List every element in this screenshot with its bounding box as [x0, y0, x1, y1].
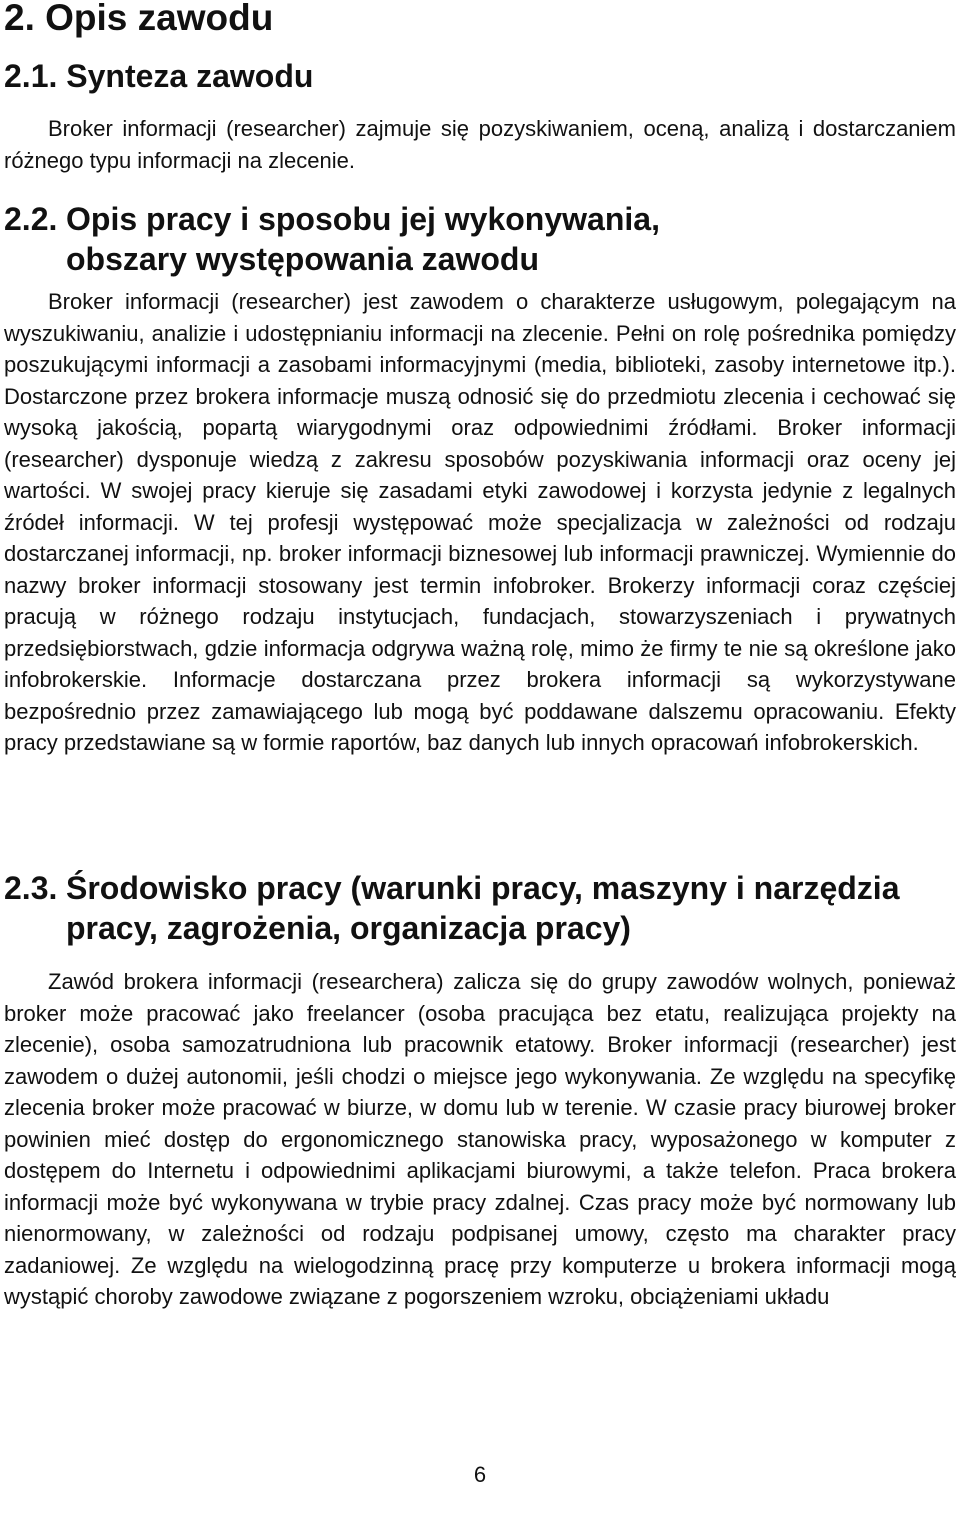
subsection-2-1-paragraph: Broker informacji (researcher) zajmuje się pozyskiwaniem, oceną, analizą i dostarczaniem różnego typu informacji na zlecenie.	[4, 116, 956, 173]
subsection-2-2-title: Opis pracy i sposobu jej wykonywania, obszary występowania zawodu	[66, 201, 660, 277]
subsection-2-3-heading	[4, 868, 954, 948]
subsection-2-3-paragraph: Zawód brokera informacji (researchera) zalicza się do grupy zawodów wolnych, ponieważ broker może pracować jako freelancer (osoba pracująca bez etatu, realizująca projekty na zlecenie), osoba samozatrudniona lub pracownik etatowy. Broker informacji (researcher) jest zawodem o dużej autonomii, jeśli chodzi o miejsce jego wykonywania. Ze względu na specyfikę zlecenia broker może pracować w biurze, w domu lub w terenie. W czasie pracy biurowej broker powinien mieć dostęp do ergonomicznego stanowiska pracy, wyposażonego w komputer z dostępem do Internetu i odpowiednimi aplikacjami biurowymi, a także telefon. Praca brokera informacji może być wykonywana w trybie pracy zdalnej. Czas pracy może być normowany lub nienormowany, w zależności od rodzaju podpisanej umowy, często ma charakter pracy zadaniowej. Ze względu na wielogodzinną pracę przy komputerze u brokera informacji mogą wystąpić choroby zawodowe związane z pogorszeniem wzroku, obciążeniami układu	[4, 969, 956, 1309]
page-number: 6	[473, 1462, 487, 1487]
subsection-2-1-heading: 2.1. Synteza zawodu	[4, 58, 314, 94]
section-heading: 2. Opis zawodu	[4, 0, 274, 38]
subsection-2-2-number: 2.2.	[4, 201, 58, 237]
subsection-2-3-number: 2.3.	[4, 870, 58, 906]
subsection-2-3-title: Środowisko pracy (warunki pracy, maszyny i narzędzia pracy, zagrożenia, organizacja pracy)	[66, 870, 900, 946]
subsection-2-2-paragraph: Broker informacji (researcher) jest zawodem o charakterze usługowym, polegającym na wyszukiwaniu, analizie i udostępnianiu informacji na zlecenie. Pełni on rolę pośrednika pomiędzy poszukującymi informacji a zasobami informacyjnymi (media, biblioteki, zasoby internetowe itp.). Dostarczone przez brokera informacje muszą odnosić się do przedmiotu zlecenia i cechować się wysoką jakością, popartą wiarygodnymi oraz odpowiednimi źródłami. Broker informacji (researcher) dysponuje wiedzą z zakresu sposobów pozyskiwania informacji oraz oceny jej wartości. W swojej pracy kieruje się zasadami etyki zawodowej i korzysta jedynie z legalnych źródeł informacji. W tej profesji występować może specjalizacja w zależności od rodzaju dostarczanej informacji, np. broker informacji biznesowej lub informacji prawniczej. Wymiennie do nazwy broker informacji stosowany jest termin infobroker. Brokerzy informacji coraz częściej pracują w różnego rodzaju instytucjach, fundacjach, stowarzyszeniach i prywatnych przedsiębiorstwach, gdzie informacja odgrywa ważną rolę, mimo że firmy te nie są określone jako infobrokerskie. Informacje dostarczana przez brokera informacji są wykorzystywane bezpośrednio przez zamawiającego lub mogą być poddawane dalszemu opracowaniu. Efekty pracy przedstawiane są w formie raportów, baz danych lub innych opracowań infobrokerskich.	[4, 289, 956, 755]
subsection-2-2-heading	[4, 199, 944, 279]
